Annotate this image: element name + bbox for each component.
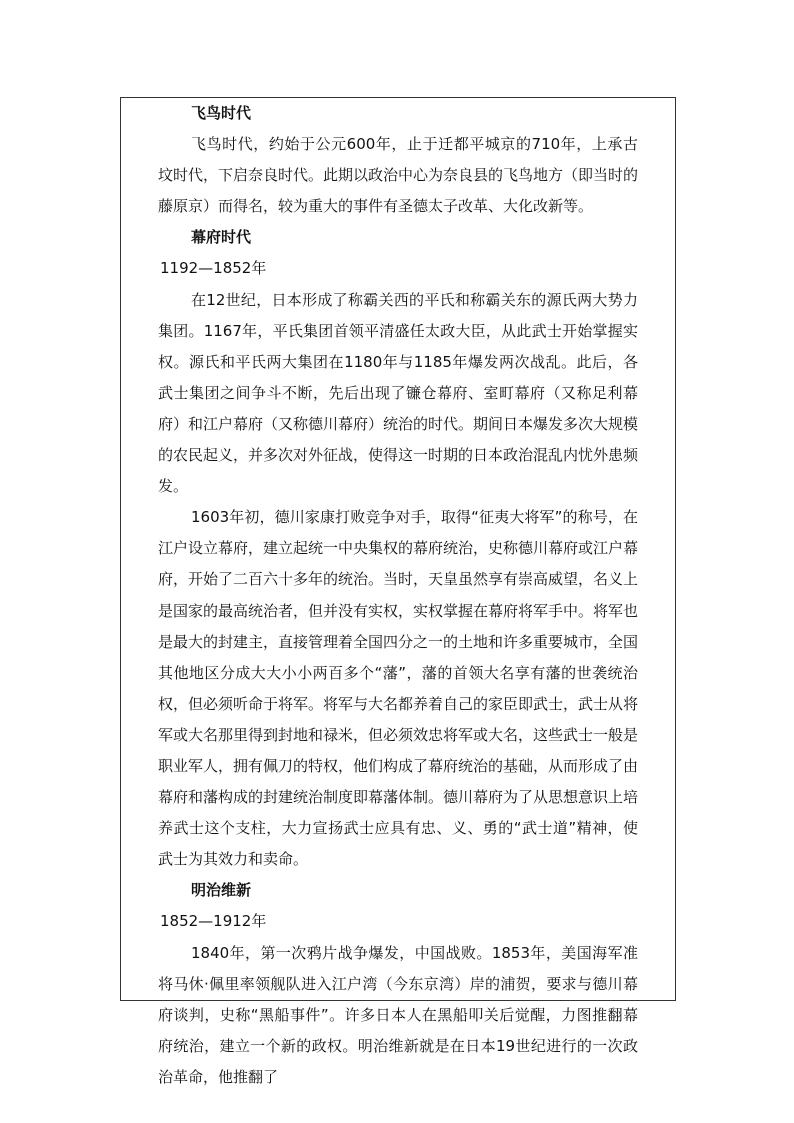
- period-shogunate: 1192—1852年: [160, 259, 267, 278]
- document-content: [158, 98, 638, 1093]
- section-heading-asuka: 飞鸟时代: [191, 104, 252, 122]
- section-heading-meiji: 明治维新: [191, 881, 252, 900]
- paragraph-shogunate-2: 1603年初，德川家康打败竞争对手，取得“征夷大将军”的称号，在江户设立幕府，建立起统一中央集权的幕府统治，史称德川幕府或江户幕府，开始了二百六十多年的统治。当时，天皇虽然享有崇高威望，名义上是国家的最高统治者，但并没有实权，实权掌握在幕府将军手中。将军也是最大的封建主，直接管理着全国四分之一的土地和许多重要城市，全国其他地区分成大大小小两百多个“藩”，藩的首领大名享有藩的世袭统治权，但必须听命于将军。将军与大名都养着自己的家臣即武士，武士从将军或大名那里得到封地和禄米，但必须效忠将军或大名，这些武士一般是职业军人，拥有佩刀的特权，他们构成了幕府统治的基础，从而形成了由幕府和藩构成的封建统治制度即幕藩体制。德川幕府为了从思想意识上培养武士这个支柱，大力宣扬武士应具有忠、义、勇的“武士道”精神，使武士为其效力和卖命。: [158, 508, 639, 869]
- period-meiji: 1852—1912年: [160, 912, 267, 931]
- section-heading-shogunate: 幕府时代: [191, 228, 252, 247]
- paragraph-meiji-1: 1840年，第一次鸦片战争爆发，中国战败。1853年，美国海军准将马休·佩里率领舰队进入江户湾（今东京湾）岸的浦贺，要求与德川幕府谈判，史称“黑船事件”。许多日本人在黑船叩关后觉醒，力图推翻幕府统治，建立一个新的政权。明治维新就是在日本19世纪进行的一次政治革命，他推翻了: [158, 943, 638, 1086]
- paragraph-asuka: 飞鸟时代，约始于公元600年，止于迁都平城京的710年，上承古坟时代，下启奈良时代。此期以政治中心为奈良县的飞鸟地方（即当时的藤原京）而得名，较为重大的事件有圣德太子改革、大化改新等。: [158, 135, 639, 216]
- document-table-cell: [120, 97, 676, 1086]
- paragraph-shogunate-1: 在12世纪，日本形成了称霸关西的平氏和称霸关东的源氏两大势力集团。1167年，平氏集团首领平清盛任太政大臣，从此武士开始掌握实权。源氏和平氏两大集团在1180年与1185年爆发两次战乱。此后，各武士集团之间争斗不断，先后出现了镰仓幕府、室町幕府（又称足利幕府）和江户幕府（又称德川幕府）统治的时代。期间日本爆发多次大规模的农民起义，并多次对外征战，使得这一时期的日本政治混乱内忧外患频发。: [158, 290, 639, 496]
